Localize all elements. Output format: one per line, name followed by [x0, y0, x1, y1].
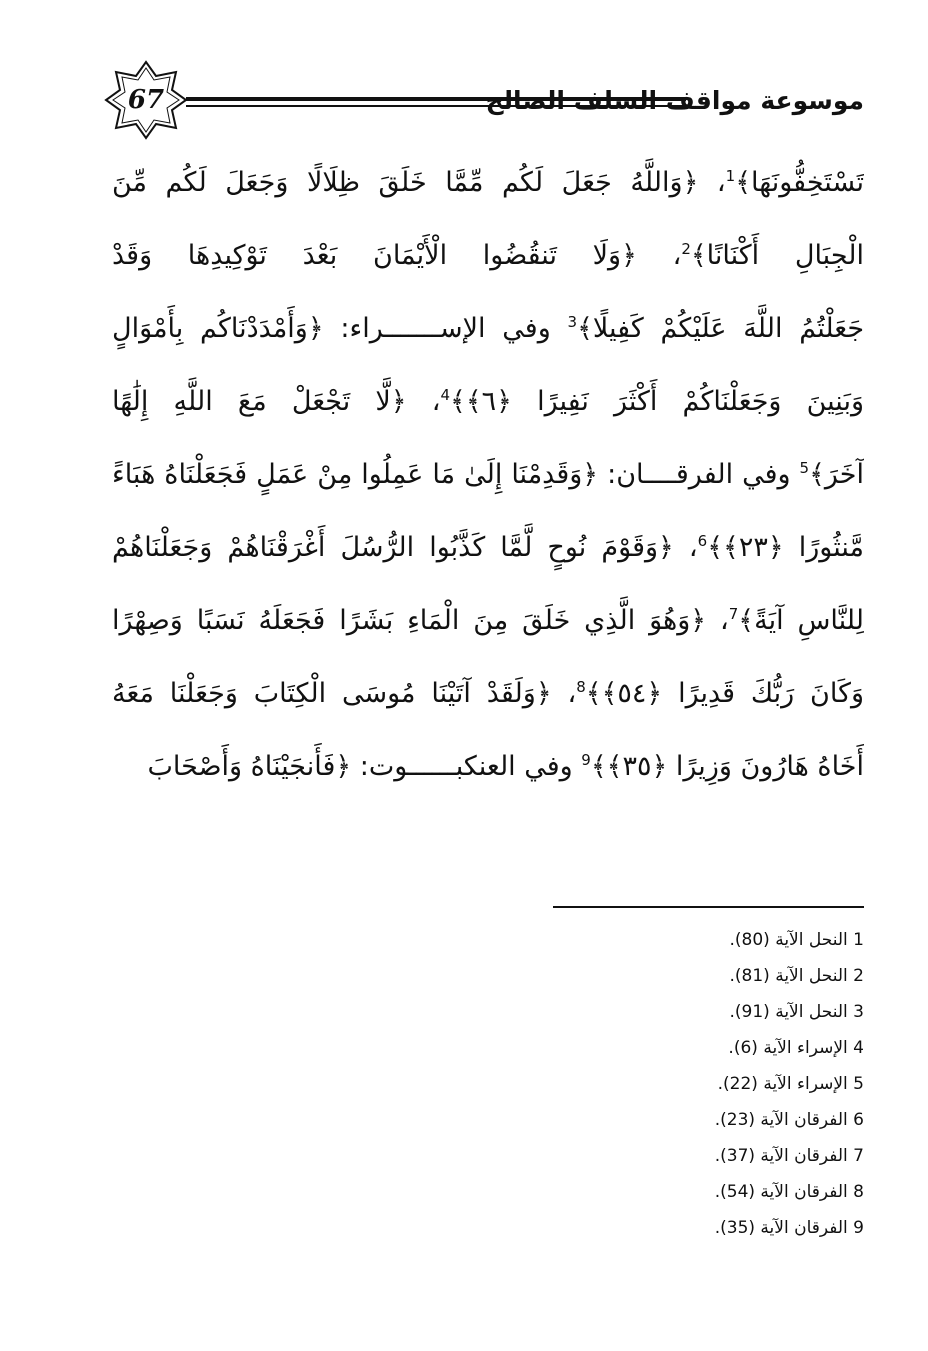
footnote-ref: 3 — [567, 313, 578, 331]
footnote-item: 1 النحل الآية (80). — [729, 930, 864, 950]
footnote-ref: 9 — [581, 751, 591, 769]
footnote-ref: 7 — [728, 605, 739, 623]
page-number-badge — [104, 60, 188, 140]
footnote-ref: 1 — [725, 167, 736, 185]
text-line: الْجِبَالِ أَكْنَانًا﴾$^2$، ﴿وَلَا تَنقُضُوا الْأَيْمَانَ بَعْدَ تَوْكِيدِهَا وَقَدْ — [112, 240, 864, 271]
text-line: وَبَنِينَ وَجَعَلْنَاكُمْ أَكْثَرَ نَفِيرًا ﴿٦﴾﴾$^4$، ﴿لَّا تَجْعَلْ مَعَ اللَّهِ إِلَٰهًا — [112, 386, 864, 417]
text-line: جَعَلْتُمُ اللَّهَ عَلَيْكُمْ كَفِيلًا﴾$^3$ وفي الإســـــــراء: ﴿وَأَمْدَدْنَاكُم بِأَمْوَالٍ — [112, 313, 864, 344]
text-line: أَخَاهُ هَارُونَ وَزِيرًا ﴿٣٥﴾﴾$^9$ وفي العنكبــــــوت: ﴿فَأَنجَيْنَاهُ وَأَصْحَابَ — [147, 751, 864, 782]
text-line: مَّنثُورًا ﴿٢٣﴾﴾$^6$، ﴿وَقَوْمَ نُوحٍ لَّمَّا كَذَّبُوا الرُّسُلَ أَغْرَقْنَاهُمْ وَجَعَلْنَاهُمْ — [112, 532, 864, 563]
footnote-ref: 2 — [681, 240, 691, 258]
footnote-item: 5 الإسراء الآية (22). — [717, 1074, 864, 1094]
footnote-item: 3 النحل الآية (91). — [729, 1002, 864, 1022]
main-text — [112, 140, 864, 797]
footnote-ref: 8 — [576, 678, 586, 696]
footnote-ref: 4 — [440, 386, 451, 404]
footnote-ref: 6 — [697, 532, 708, 550]
page-header — [104, 60, 864, 140]
footnote-item: 4 الإسراء الآية (6). — [728, 1038, 864, 1058]
book-title: موسوعة مواقف السلف الصالح — [485, 86, 864, 115]
page-number: 67 — [127, 85, 165, 115]
footnote-separator — [553, 906, 864, 908]
text-line: تَسْتَخِفُّونَهَا﴾$^1$، ﴿وَاللَّهُ جَعَلَ لَكُم مِّمَّا خَلَقَ ظِلَالًا وَجَعَلَ لَكُم مِّنَ — [112, 167, 864, 198]
text-line: آخَرَ﴾$^5$ وفي الفرقــــان: ﴿وَقَدِمْنَا إِلَىٰ مَا عَمِلُوا مِنْ عَمَلٍ فَجَعَلْنَاهُ هَبَاءً — [112, 459, 864, 490]
text-line: لِلنَّاسِ آيَةً﴾$^7$، ﴿وَهُوَ الَّذِي خَلَقَ مِنَ الْمَاءِ بَشَرًا فَجَعَلَهُ نَسَبًا وَصِهْرًا — [112, 605, 864, 636]
text-line: وَكَانَ رَبُّكَ قَدِيرًا ﴿٥٤﴾﴾$^8$، ﴿وَلَقَدْ آتَيْنَا مُوسَى الْكِتَابَ وَجَعَلْنَا مَعَهُ — [112, 678, 864, 709]
footnote-item: 6 الفرقان الآية (23). — [714, 1110, 864, 1130]
footnote-item: 2 النحل الآية (81). — [729, 966, 864, 986]
footnote-item: 9 الفرقان الآية (35). — [714, 1218, 864, 1238]
footnote-item: 8 الفرقان الآية (54). — [714, 1182, 864, 1202]
footnote-ref: 5 — [799, 459, 810, 477]
footnotes — [500, 922, 864, 1246]
footnote-item: 7 الفرقان الآية (37). — [714, 1146, 864, 1166]
